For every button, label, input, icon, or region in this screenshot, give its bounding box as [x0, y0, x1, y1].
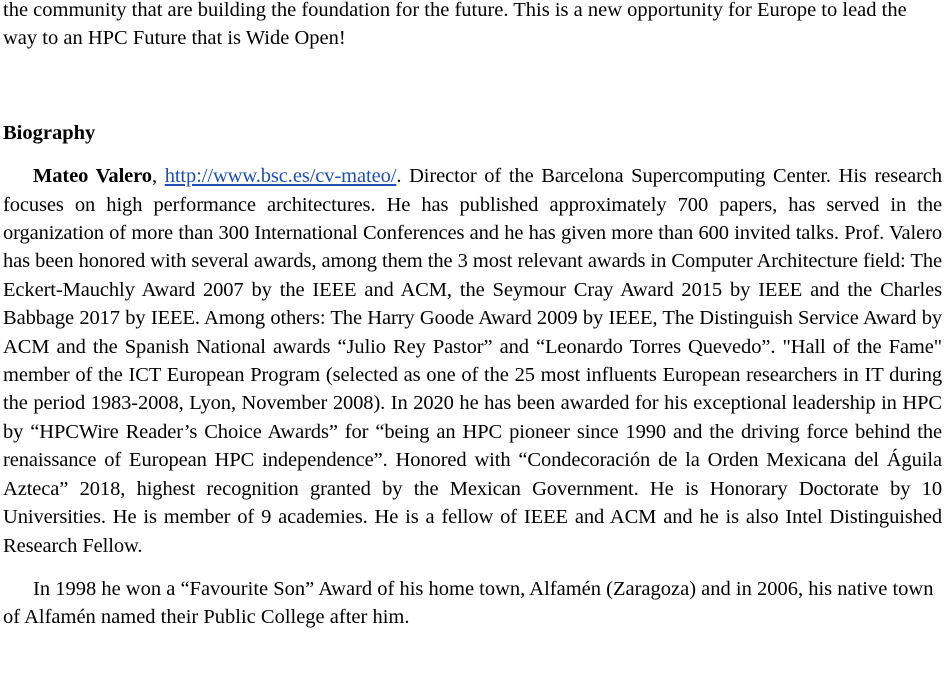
name-separator: , [151, 165, 165, 188]
intro-paragraph: the community that are building the foundation for the future. This is a new opportunity for Europe to lead the way to an HPC Future that is Wide Open! [3, 0, 907, 50]
document-page [3, 0, 942, 632]
biography-name: Mateo Valero [33, 165, 152, 188]
biography-body: . Director of the Barcelona Supercomputing Center. His research focuses on high performance architectures. He has published approximately 700 papers, has served in the organization of more than 300 International Conferences and he has given more than 600 invited talks. Prof. Valero has been honored with several awards, among them the 3 most relevant awards in Computer Architecture field: The Eckert-Mauchly Award 2007 by the IEEE and ACM, the Seymour Cray Award 2015 by IEEE and the Charles Babbage 2017 by IEEE. Among others: The Harry Goode Award 2009 by IEEE, The Distinguish Service Award by ACM and the Spanish National awards “Julio Rey Pastor” and “Leonardo Torres Quevedo”. "Hall of the Fame" member of the ICT European Program (selected as one of the 25 most influents European researchers in IT during the period 1983-2008, Lyon, November 2008). In 2020 he has been awarded for his exceptional leadership in HPC by “HPCWire Reader’s Choice Awards” for “being an HPC pioneer since 1990 and the driving force behind the renaissance of European HPC independence”. Honored with “Condecoración de la Orden Mexicana del Águila Azteca” 2018, highest recognition granted by the Mexican Government. He is Honorary Doctorate by 10 Universities. He is member of 9 academies. He is a fellow of IEEE and ACM and he is also Intel Distinguished Research Fellow. [3, 165, 942, 557]
biography-paragraph [3, 162, 942, 560]
cv-link[interactable]: http://www.bsc.es/cv-mateo/ [164, 165, 397, 188]
biography-heading: Biography [3, 121, 96, 144]
award-paragraph: In 1998 he won a “Favourite Son” Award of his home town, Alfamén (Zaragoza) and in 2006, his native town of Alfamén named their Public College after him. [3, 577, 934, 629]
